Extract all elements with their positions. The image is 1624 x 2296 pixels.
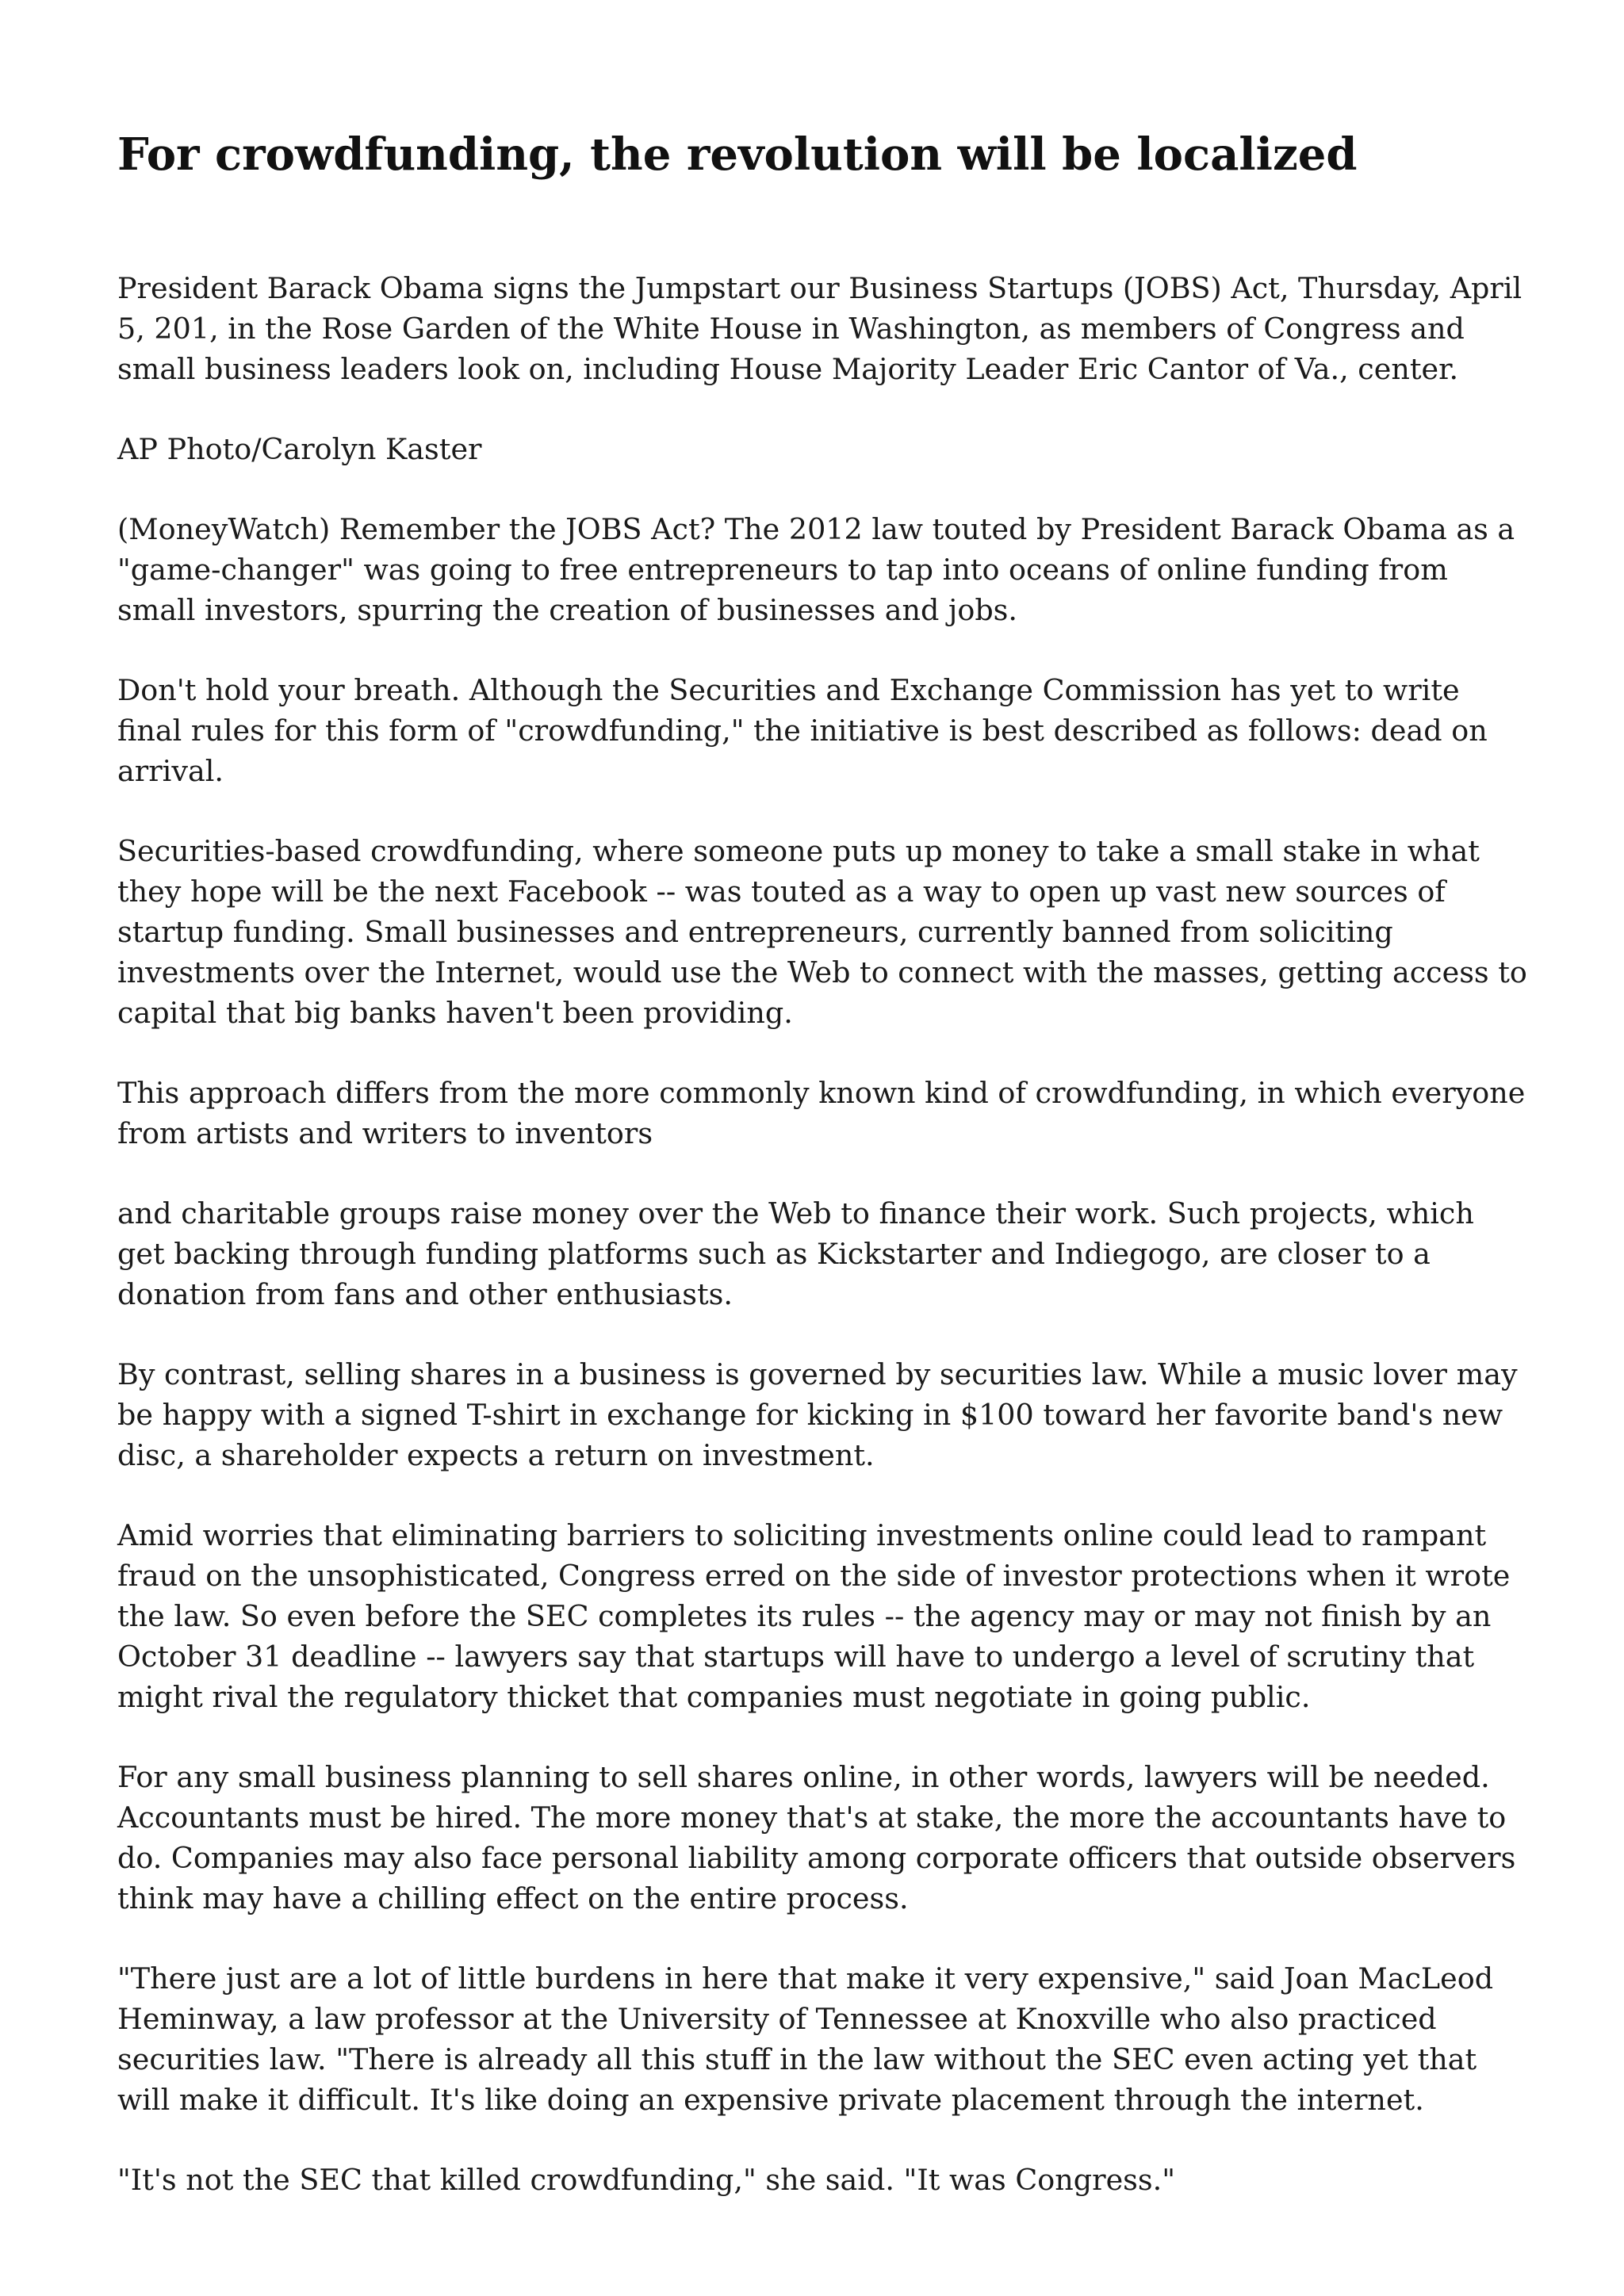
body-paragraph: and charitable groups raise money over the Web to finance their work. Such projects, which get backing through funding platforms such as Kickstarter and Indiegogo, are closer to a donation from fans and other enthusiasts.: [117, 1196, 1474, 1311]
body-paragraph: This approach differs from the more commonly known kind of crowdfunding, in which everyone from artists and writers to inventors: [117, 1076, 1526, 1150]
article-title: For crowdfunding, the revolution will be localized: [117, 128, 1358, 181]
photo-caption: President Barack Obama signs the Jumpstart our Business Startups (JOBS) Act, Thursday, April 5, 201, in the Rose Garden of the White House in Washington, as members of Congress and small business leaders look on, including House Majority Leader Eric Cantor of Va., center.: [117, 271, 1522, 386]
body-paragraph: (MoneyWatch) Remember the JOBS Act? The 2012 law touted by President Barack Obama as a "game-changer" was going to free entrepreneurs to tap into oceans of online funding from small investors, spurring the creation of businesses and jobs.: [117, 512, 1515, 627]
article: [117, 119, 1529, 2240]
body-paragraph: By contrast, selling shares in a business is governed by securities law. While a music lover may be happy with a signed T-shirt in exchange for kicking in $100 toward her favorite band's new disc, a shareholder expects a return on investment.: [117, 1357, 1518, 1472]
body-paragraph: Don't hold your breath. Although the Securities and Exchange Commission has yet to write final rules for this form of "crowdfunding," the initiative is best described as follows: dead on arrival.: [117, 673, 1488, 788]
body-paragraph: "There just are a lot of little burdens in here that make it very expensive," said Joan MacLeod Heminway, a law professor at the University of Tennessee at Knoxville who also practiced securities law. "There is already all this stuff in the law without the SEC even acting yet that will make it difficult. It's like doing an expensive private placement through the internet.: [117, 1961, 1494, 2117]
body-paragraph: Amid worries that eliminating barriers to soliciting investments online could lead to rampant fraud on the unsophisticated, Congress erred on the side of investor protections when it wrote the law. So even before the SEC completes its rules -- the agency may or may not finish by an October 31 deadline -- lawyers say that startups will have to undergo a level of scrutiny that might rival the regulatory thicket that companies must negotiate in going public.: [117, 1518, 1511, 1714]
body-paragraph: For any small business planning to sell shares online, in other words, lawyers will be needed. Accountants must be hired. The more money that's at stake, the more the accountants have to do. Companies may also face personal liability among corporate officers that outside observers think may have a chilling effect on the entire process.: [117, 1760, 1516, 1915]
photo-credit: AP Photo/Carolyn Kaster: [117, 432, 482, 466]
body-paragraph: "It's not the SEC that killed crowdfunding," she said. "It was Congress.": [117, 2163, 1176, 2197]
body-paragraph: Securities-based crowdfunding, where someone puts up money to take a small stake in what they hope will be the next Facebook -- was touted as a way to open up vast new sources of startup funding. Small businesses and entrepreneurs, currently banned from soliciting investments over the Internet, would use the Web to connect with the masses, getting access to capital that big banks haven't been providing.: [117, 834, 1527, 1030]
